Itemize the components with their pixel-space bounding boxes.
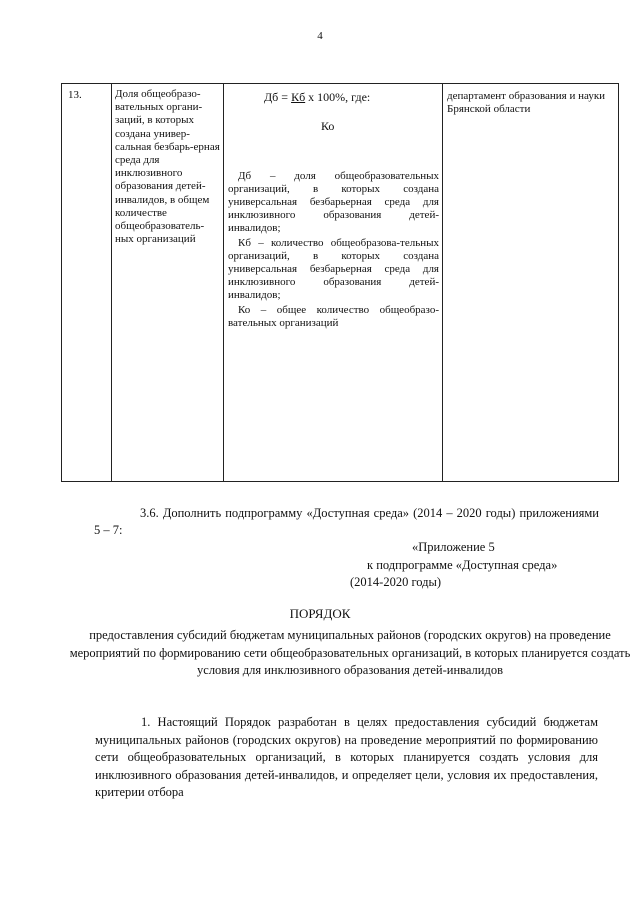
indicator-table [61, 83, 619, 482]
document-title: ПОРЯДОК [289, 606, 351, 621]
appendix-header [350, 539, 610, 592]
definition-ko: Ко – общее количество общеобразо-вательных организаций [228, 304, 439, 329]
formula-denominator: Ко [321, 119, 335, 133]
definition-kb: Кб – количество общеобразова-тельных организаций, в которых создана универсальная безбарьерная среда для инклюзивного образования детей-инвалидов; [228, 237, 439, 301]
formula-lhs: Дб = [264, 90, 292, 104]
responsible-cell: департамент образования и науки Брянской области [443, 84, 619, 482]
row-number-cell: 13. [62, 84, 112, 482]
indicator-name-cell: Доля общеобразо-вательных органи-заций, в которых создана универ-сальная безбарь-ерная среда для инклюзивного образования детей-инвалидов, в общем количестве общеобразователь-ных организаций [112, 84, 224, 482]
formula-cell [224, 84, 443, 482]
formula-definitions [228, 170, 439, 332]
page-number: 4 [317, 30, 323, 42]
formula-line [264, 90, 370, 105]
appendix-line-2: к подпрограмме «Доступная среда» [367, 557, 558, 572]
appendix-line-1: «Приложение 5 [412, 540, 495, 554]
paragraph-3-6: 3.6. Дополнить подпрограмму «Доступная среда» (2014 – 2020 годы) приложениями 5 – 7: [94, 506, 599, 538]
document-subtitle: предоставления субсидий бюджетам муниципальных районов (городских округов) на проведение мероприятий по формированию сети общеобразовательных организаций, в которых планируется создать условия для инклюзивного образования детей-инвалидов [69, 628, 631, 678]
formula-rhs: х 100%, где: [305, 90, 371, 104]
appendix-line-3: (2014-2020 годы) [350, 575, 442, 590]
definition-db: Дб – доля общеобразовательных организаций, в которых создана универсальная безбарьерная среда для инклюзивного образования детей-инвалидов; [228, 170, 439, 234]
paragraph-1: 1. Настоящий Порядок разработан в целях предоставления субсидий бюджетам муниципальных районов (городских округов) на проведение мероприятий по формированию сети общеобразовательных организаций, в которых планируется создать условия для инклюзивного образования детей-инвалидов, и определяет цели, условия их предоставления, критерии отбора [95, 715, 598, 800]
formula-numerator: Кб [291, 90, 306, 104]
table-row [62, 84, 619, 482]
